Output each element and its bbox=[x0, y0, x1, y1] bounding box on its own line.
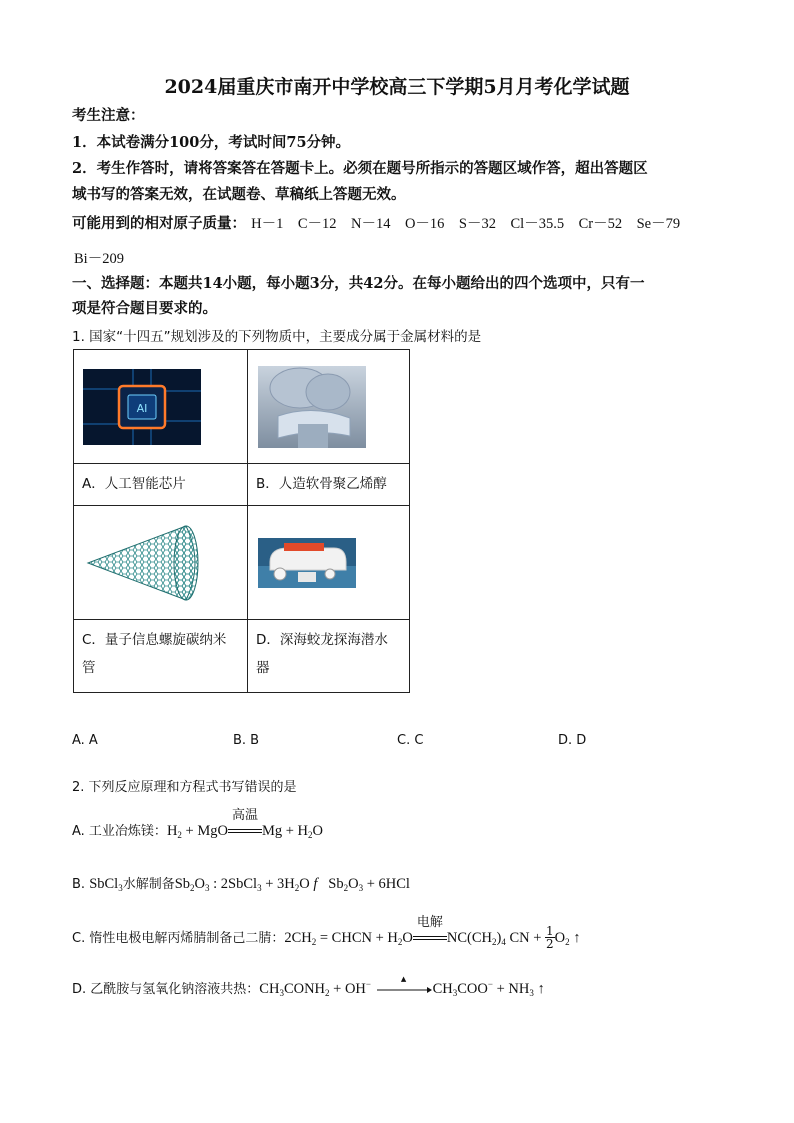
q1-option-c-label-line2: 管 bbox=[82, 660, 96, 676]
q2-option-a: A. 工业冶炼镁：$H_2$ + MgO 高温 $Mg + H_2O$ bbox=[72, 820, 323, 840]
q2-option-c-prefix: C. 惰性电极电解丙烯腈制备己二腈： bbox=[72, 931, 285, 946]
section-1-heading-cont: 项是符合题目要求的。 bbox=[72, 300, 217, 317]
q1-option-d-image-cell bbox=[248, 506, 410, 620]
q1-option-a-image-cell bbox=[74, 350, 248, 464]
q2-option-b-text: 水解制备 bbox=[122, 877, 175, 892]
q2-option-c: C. 惰性电极电解丙烯腈制备己二腈：$2CH_2$ = CHCN + $H_2O$ 电解 $NC(CH_2)_4$ CN + $\frac{1}{2}$ $O_2$ ↑ bbox=[72, 925, 581, 950]
q1-option-d-label-line2: 器 bbox=[256, 660, 270, 676]
notice-item-2: 2．考生作答时，请将答案答在答题卡上。必须在题号所指示的答题区域作答，超出答题区 bbox=[72, 160, 648, 177]
notice-item-3: 域书写的答案无效，在试题卷、草稿纸上答题无效。 bbox=[72, 186, 406, 203]
section-1-heading: 一、选择题：本题共14小题，每小题3分，共42分。在每小题给出的四个选项中，只有一 bbox=[72, 275, 645, 292]
atomic-mass-values-2: Bi－209 bbox=[74, 251, 124, 267]
heating-arrow-icon: ▲ bbox=[375, 982, 433, 996]
q1-option-d-label-line1: D．深海蛟龙探海潜水 bbox=[256, 632, 388, 648]
q2-option-d-prefix: D. 乙酰胺与氢氧化钠溶液共热： bbox=[72, 982, 260, 997]
notice-heading: 考生注意： bbox=[72, 107, 145, 124]
submersible-image bbox=[258, 538, 356, 588]
q2-option-b: B. SbCl$_3$水解制备$Sb_2O_3$ : 2SbCl$_3$ + $3H_2O$ f $Sb_2O_3 + 6HCl$ bbox=[72, 876, 410, 893]
q1-answer-b: B. B bbox=[233, 733, 260, 748]
q2-option-a-prefix: A. 工业冶炼镁： bbox=[72, 824, 167, 839]
carbon-nanotube-image bbox=[86, 520, 204, 606]
q1-option-a-label: A．人工智能芯片 bbox=[74, 464, 248, 506]
q2-option-c-condition: 电解 bbox=[416, 915, 443, 930]
atomic-mass-values: H－1 C－12 N－14 O－16 S－32 Cl－35.5 Cr－52 Se－79 bbox=[251, 216, 681, 232]
notice-item-1: 1．本试卷满分100分，考试时间75分钟。 bbox=[72, 134, 351, 151]
q2-option-a-condition: 高温 bbox=[231, 808, 258, 823]
q2-option-d: D. 乙酰胺与氢氧化钠溶液共热：$CH_3CONH_2 + OH^-$ ▲ $CH_3COO^- + NH_3$ ↑ bbox=[72, 974, 545, 998]
q1-answer-c: C. C bbox=[397, 733, 424, 748]
q1-option-table bbox=[73, 349, 410, 693]
q1-option-d-label bbox=[248, 620, 410, 693]
q2-stem: 2. 下列反应原理和方程式书写错误的是 bbox=[72, 780, 297, 795]
atomic-mass-line bbox=[72, 212, 680, 233]
q1-option-b-label: B．人造软骨聚乙烯醇 bbox=[248, 464, 410, 506]
q1-answer-a: A. A bbox=[72, 733, 98, 748]
atomic-mass-label: 可能用到的相对原子质量： bbox=[72, 215, 246, 232]
q2-option-b-prefix: B. bbox=[72, 877, 90, 892]
page-title: 2024届重庆市南开中学校高三下学期5月月考化学试题 bbox=[164, 76, 630, 98]
q1-option-c-label bbox=[74, 620, 248, 693]
q1-option-c-label-line1: C．量子信息螺旋碳纳米 bbox=[82, 632, 227, 648]
artificial-cartilage-image bbox=[258, 366, 366, 448]
q1-stem: 1. 国家“十四五”规划涉及的下列物质中，主要成分属于金属材料的是 bbox=[72, 329, 482, 345]
svg-text:AI: AI bbox=[136, 402, 148, 415]
ai-chip-image bbox=[83, 369, 201, 445]
q1-option-b-image-cell bbox=[248, 350, 410, 464]
q1-option-c-image-cell bbox=[74, 506, 248, 620]
q1-answer-d: D. D bbox=[558, 733, 587, 748]
